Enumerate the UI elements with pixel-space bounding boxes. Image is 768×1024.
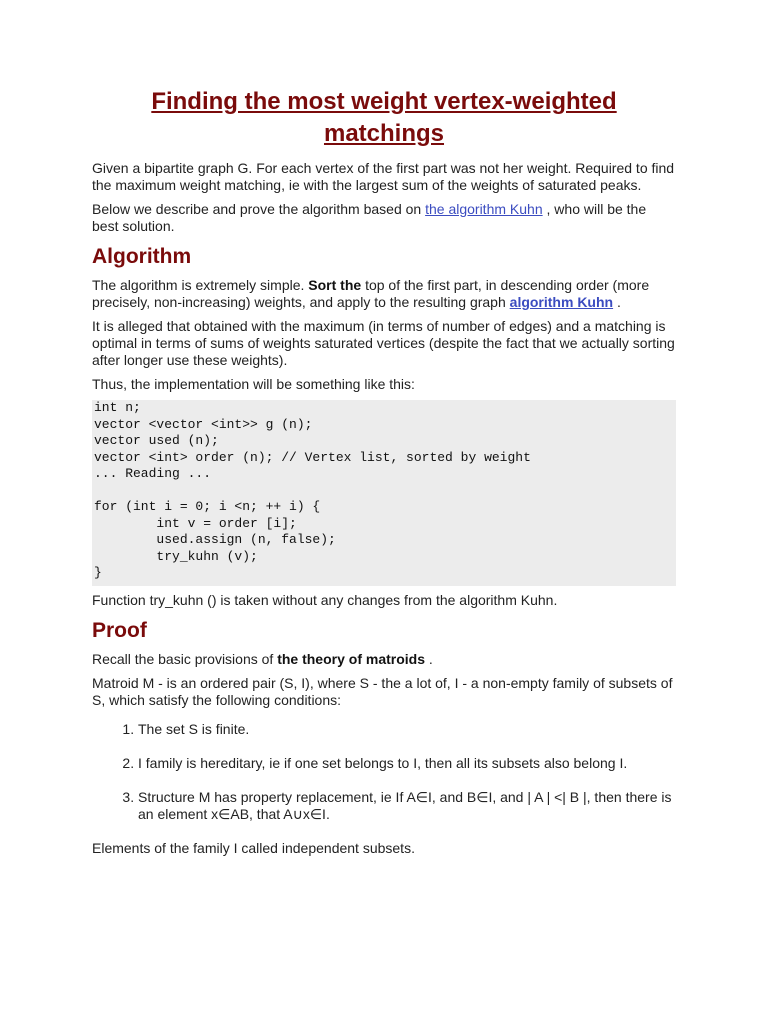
algorithm-heading: Algorithm <box>92 245 192 268</box>
code-line: vector used (n); <box>94 433 219 448</box>
algorithm-p1-text-middle: top of the first part, in descending order (more precisely, non-increasing) weights, and apply to the resulting graph <box>92 277 650 310</box>
proof-p1-text-before: Recall the basic provisions of <box>92 650 278 667</box>
condition-item-1: 1. The set S is finite. <box>138 721 676 738</box>
algorithm-paragraph-2: It is alleged that obtained with the maximum (in terms of number of edges) and a matching is optimal in terms of sums of weights saturated vertices (despite the fact that we actually sorting after longer use these weights). <box>92 318 675 368</box>
algorithm-paragraph-4: Function try_kuhn () is taken without any changes from the algorithm Kuhn. <box>92 591 558 608</box>
condition-item-3: 3. Structure M has property replacement, ie If A∈I, and B∈I, and | A | <| B |, then there is an element x∈AB, that A∪x∈I. <box>138 789 676 823</box>
algorithm-p1-text-before: The algorithm is extremely simple. <box>92 277 309 293</box>
sort-emphasis: Sort the <box>308 277 362 293</box>
proof-p1-text-after: . <box>425 650 433 667</box>
code-line: vector <int> order (n); // Vertex list, sorted by weight <box>94 449 531 465</box>
algorithm-p1-text-after: . <box>613 294 621 310</box>
proof-paragraph-1 <box>92 651 676 668</box>
intro-paragraph-2 <box>92 201 676 235</box>
code-line: for (int i = 0; i <n; ++ i) { <box>94 499 321 514</box>
algorithm-paragraph-3: Thus, the implementation will be something like this: <box>92 376 415 392</box>
code-line: ... Reading ... <box>94 466 212 481</box>
proof-heading: Proof <box>92 618 147 642</box>
condition-item-2: 2. I family is hereditary, ie if one set belongs to I, then all its subsets also belong I. <box>138 755 676 772</box>
proof-paragraph-3: Elements of the family I called independent subsets. <box>92 839 415 856</box>
code-line: int n; <box>94 400 141 415</box>
algorithm-paragraph-1 <box>92 277 676 311</box>
intro-p2-text-before: Below we describe and prove the algorithm based on <box>92 201 426 217</box>
code-line: used.assign (n, false); <box>94 532 336 547</box>
code-block <box>92 400 676 586</box>
code-line: } <box>94 565 102 580</box>
intro-p2-text-after: , who will be the best solution. <box>92 201 647 234</box>
kuhn-algorithm-link[interactable]: the algorithm Kuhn <box>425 201 543 217</box>
matroid-conditions-list <box>92 721 676 823</box>
document-page <box>92 86 676 864</box>
matroid-theory-emphasis: the theory of matroids <box>277 650 425 667</box>
code-line: vector <vector <int>> g (n); <box>94 416 313 432</box>
page-title: Finding the most weight vertex-weighted matchings <box>151 88 617 147</box>
code-line <box>94 483 672 500</box>
code-line: int v = order [i]; <box>94 515 297 531</box>
proof-paragraph-2: Matroid M - is an ordered pair (S, I), where S - the a lot of, I - a non-empty family of subsets of S, which satisfy the following conditions: <box>92 674 673 708</box>
intro-paragraph-1: Given a bipartite graph G. For each vertex of the first part was not her weight. Required to find the maximum weight matching, ie with the largest sum of the weights of saturated peaks. <box>92 160 675 193</box>
code-line: try_kuhn (v); <box>94 548 258 564</box>
algorithm-kuhn-link[interactable]: algorithm Kuhn <box>509 294 614 310</box>
